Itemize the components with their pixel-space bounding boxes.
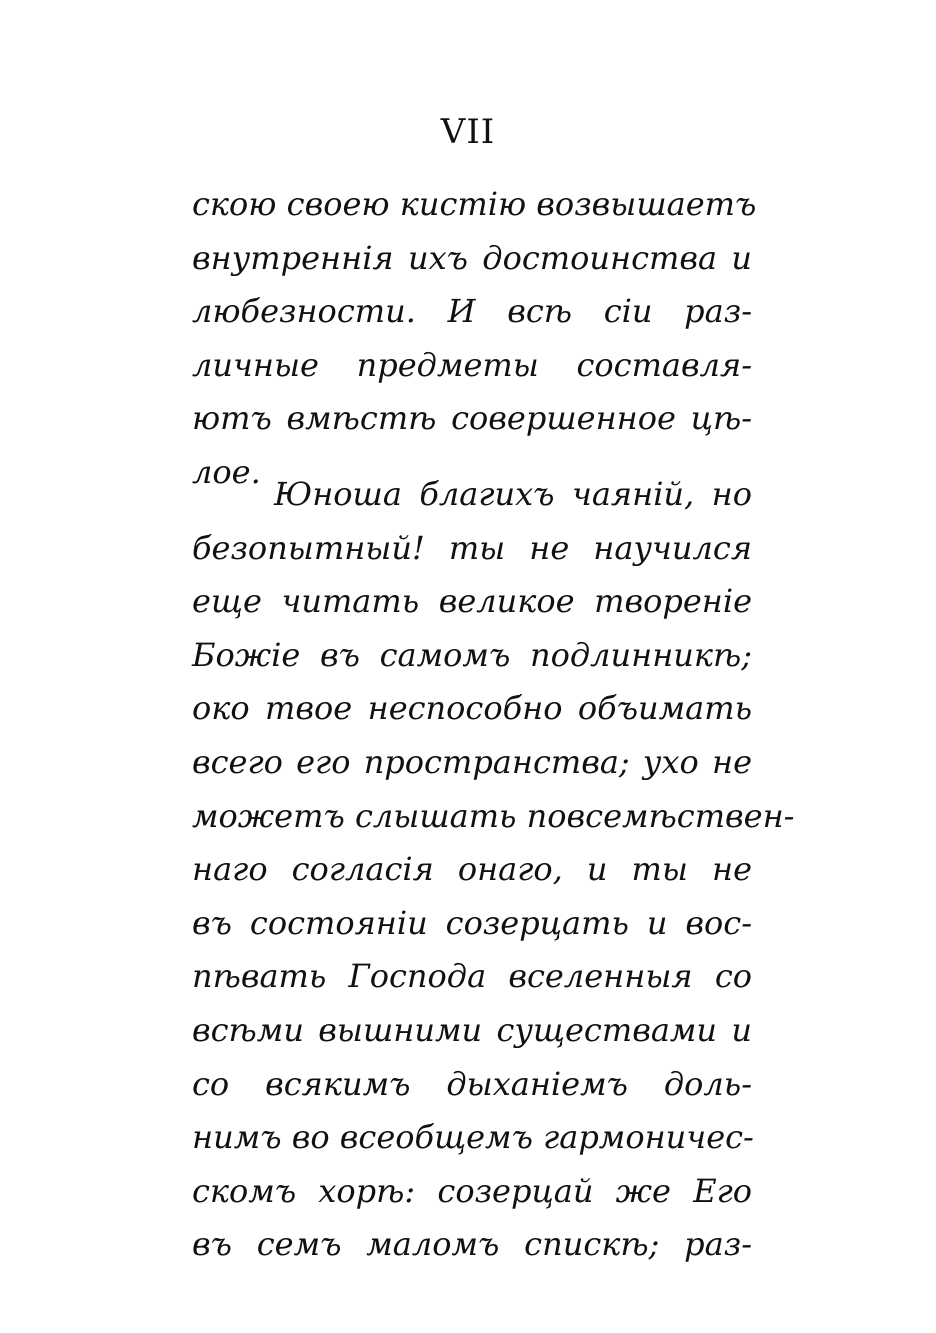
text-line: лое. bbox=[192, 452, 261, 491]
text-line: любезности. И всѣ сіи раз- bbox=[192, 292, 752, 331]
text-line: личные предметы составля- bbox=[192, 345, 752, 384]
text-line: можетъ слышать повсемѣствен- bbox=[192, 796, 795, 835]
page-number: VII bbox=[440, 112, 496, 152]
text-line: Божіе въ самомъ подлинникѣ; bbox=[192, 635, 752, 674]
text-line: скомъ хорѣ: созерцай же Его bbox=[192, 1171, 752, 1210]
text-line: внутреннія ихъ достоинства и bbox=[192, 238, 752, 277]
text-line: око твое неспособно объимать bbox=[192, 689, 752, 728]
paragraph-1 bbox=[192, 178, 757, 500]
text-line: въ состояніи созерцать и вос- bbox=[192, 903, 752, 942]
text-line: скою своею кистію возвышаетъ bbox=[192, 185, 757, 223]
text-line: Юноша благихъ чаяній, но bbox=[274, 475, 752, 513]
paragraph-2 bbox=[192, 468, 795, 1272]
text-line: ютъ вмѣстѣ совершенное цѣ- bbox=[192, 399, 752, 438]
text-line: нимъ во всеобщемъ гармоничес- bbox=[192, 1118, 754, 1157]
text-line: со всякимъ дыханіемъ доль- bbox=[192, 1064, 752, 1103]
text-line: еще читать великое твореніе bbox=[192, 582, 752, 621]
text-line: пѣвать Господа вселенныя со bbox=[192, 957, 752, 996]
text-line: наго согласія онаго, и ты не bbox=[192, 850, 752, 889]
text-line: въ семъ маломъ спискѣ; раз- bbox=[192, 1225, 752, 1264]
text-line: безопытный! ты не научился bbox=[192, 528, 752, 567]
text-line: всѣми вышними существами и bbox=[192, 1010, 752, 1049]
text-line: всего его пространства; ухо не bbox=[192, 742, 752, 781]
